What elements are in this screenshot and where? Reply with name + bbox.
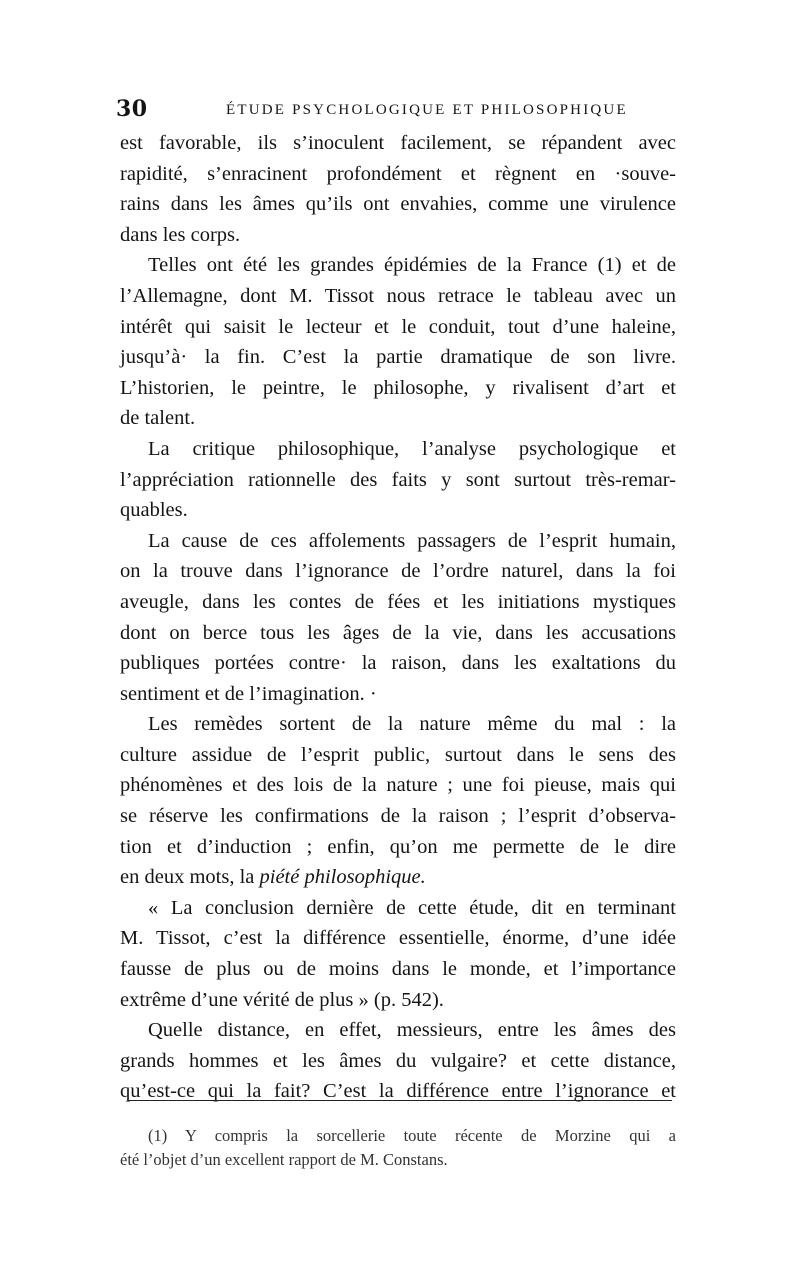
text-line: sentiment et de l’imagination. · <box>120 682 377 705</box>
text-line: jusqu’à· la fin. C’est la partie dramatique de son livre. <box>120 346 676 369</box>
text-line: publiques portées contre· la raison, dans les exaltations du <box>120 652 676 675</box>
text-line: de talent. <box>120 407 196 430</box>
text-line: quables. <box>120 499 188 522</box>
text-line: Les remèdes sortent de la nature même du mal : la <box>148 713 676 736</box>
italic-phrase: piété philosophique. <box>259 866 426 889</box>
text-line: est favorable, ils s’inoculent facilement, se répandent avec <box>120 132 676 154</box>
text-line: tion et d’induction ; enfin, qu’on me permette de le dire <box>120 835 676 858</box>
footnotes <box>120 1124 676 1172</box>
text-line: phénomènes et des lois de la nature ; une foi pieuse, mais qui <box>120 774 676 797</box>
text-line: grands hommes et les âmes du vulgaire? et cette distance, <box>120 1049 676 1072</box>
footnote-divider <box>128 1100 672 1101</box>
text-line: rains dans les âmes qu’ils ont envahies, comme une virulence <box>120 193 676 216</box>
text-line: M. Tissot, c’est la différence essentielle, énorme, d’une idée <box>120 927 676 950</box>
text-line: L’historien, le peintre, le philosophe, y rivalisent d’art et <box>120 376 676 399</box>
text-line: dont on berce tous les âges de la vie, dans les accusations <box>120 621 676 644</box>
text-line: intérêt qui saisit le lecteur et le conduit, tout d’une haleine, <box>120 315 676 338</box>
text-line: aveugle, dans les contes de fées et les initiations mystiques <box>120 590 676 613</box>
text-line: fausse de plus ou de moins dans le monde, et l’importance <box>120 958 676 981</box>
text-line: La critique philosophique, l’analyse psychologique et <box>148 437 676 460</box>
text-line: qu’est-ce qui la fait? C’est la différence entre l’ignorance et <box>120 1080 676 1103</box>
text-line-start: en deux mots, la <box>120 866 260 889</box>
text-line <box>120 862 676 893</box>
text-line: culture assidue de l’esprit public, surtout dans le sens des <box>120 743 676 766</box>
footnote-line: été l’objet d’un excellent rapport de M. Constans. <box>120 1150 448 1169</box>
text-line: Telles ont été les grandes épidémies de la France (1) et de <box>148 254 676 277</box>
text-line: l’Allemagne, dont M. Tissot nous retrace le tableau avec un <box>120 284 676 307</box>
text-line: « La conclusion dernière de cette étude, dit en terminant <box>148 896 676 919</box>
text-line: l’appréciation rationnelle des faits y sont surtout très-remar- <box>120 468 676 491</box>
running-title: ÉTUDE PSYCHOLOGIQUE ET PHILOSOPHIQUE <box>226 102 628 118</box>
text-line: La cause de ces affolements passagers de l’esprit humain, <box>148 529 676 552</box>
text-line: dans les corps. <box>120 223 241 246</box>
running-head <box>116 96 676 130</box>
text-line: rapidité, s’enracinent profondément et règnent en ·souve- <box>120 162 676 185</box>
text-line: Quelle distance, en effet, messieurs, entre les âmes des <box>148 1019 676 1042</box>
page-number: 30 <box>116 96 148 122</box>
footnote-line: (1) Y compris la sorcellerie toute récente de Morzine qui a <box>148 1126 676 1145</box>
text-line: on la trouve dans l’ignorance de l’ordre naturel, dans la foi <box>120 560 676 583</box>
text-line: extrême d’une vérité de plus » (p. 542). <box>120 988 444 1011</box>
body-text <box>120 128 676 1107</box>
text-line: se réserve les confirmations de la raison ; l’esprit d’observa- <box>120 805 676 828</box>
